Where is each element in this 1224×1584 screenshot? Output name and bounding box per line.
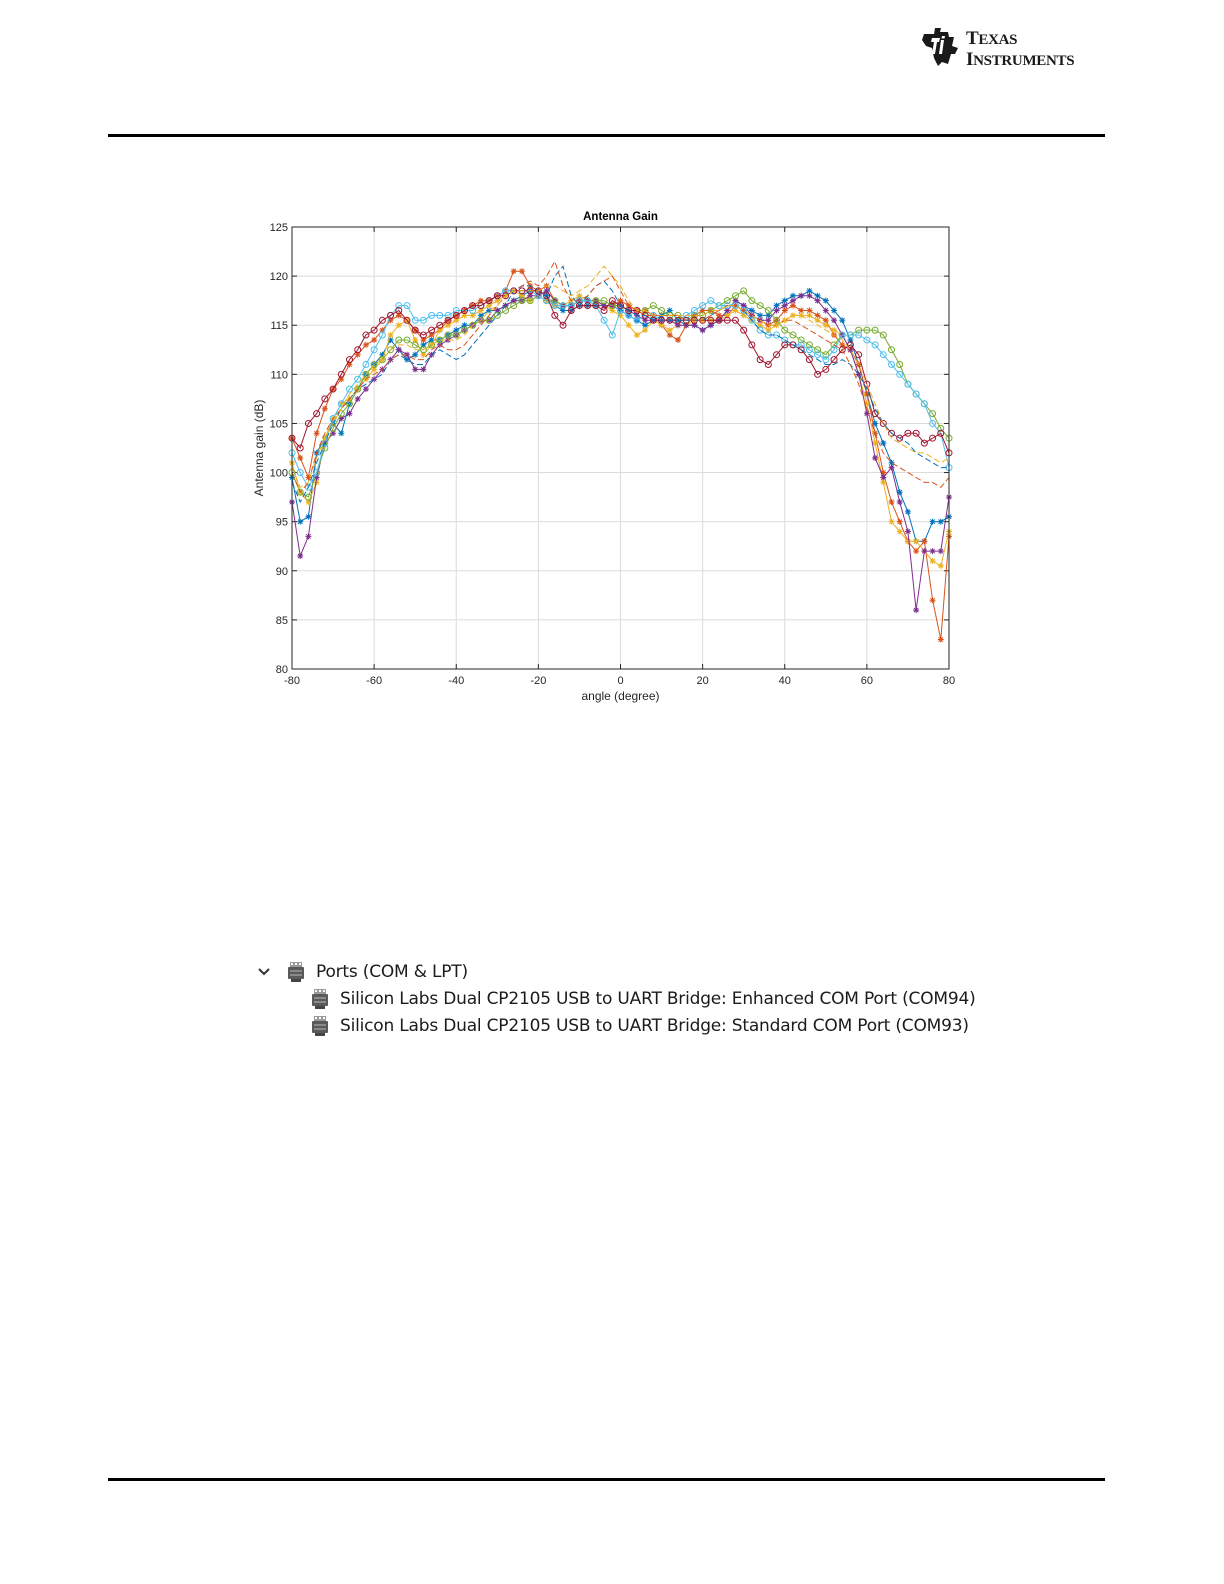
data-point <box>420 366 426 372</box>
data-point <box>921 538 927 544</box>
y-tick-label: 85 <box>275 614 288 627</box>
data-point <box>889 499 895 505</box>
ports-category-node[interactable] <box>254 959 468 985</box>
data-point <box>626 322 632 328</box>
data-point <box>905 538 911 544</box>
x-tick-label: 40 <box>778 675 791 687</box>
data-point <box>511 268 517 274</box>
data-point <box>889 465 895 471</box>
tree-item-label: Silicon Labs Dual CP2105 USB to UART Bridge: Enhanced COM Port (COM94) <box>340 989 976 1009</box>
data-point <box>930 597 936 603</box>
y-tick-label: 90 <box>275 565 288 578</box>
port-connector-icon <box>310 1015 330 1037</box>
x-tick-label: 60 <box>860 675 873 687</box>
tree-item-label: Silicon Labs Dual CP2105 USB to UART Bridge: Standard COM Port (COM93) <box>340 1016 969 1036</box>
brand-line2: INSTRUMENTS <box>966 49 1075 70</box>
data-point <box>823 298 829 304</box>
data-point <box>305 533 311 539</box>
x-tick-label: 0 <box>617 675 624 687</box>
data-point <box>921 548 927 554</box>
chart-svg <box>240 200 970 710</box>
ti-logo <box>918 24 1108 70</box>
x-tick-label: 80 <box>942 675 956 687</box>
data-point <box>675 337 681 343</box>
data-point <box>355 396 361 402</box>
data-point <box>831 317 837 323</box>
data-point <box>897 499 903 505</box>
data-point <box>774 307 780 313</box>
y-tick-label: 95 <box>275 516 288 529</box>
y-axis-label: Antenna gain (dB) <box>252 399 266 497</box>
data-point <box>338 430 344 436</box>
data-point <box>363 342 369 348</box>
data-point <box>297 519 303 525</box>
y-tick-label: 105 <box>269 418 288 431</box>
data-point <box>700 327 706 333</box>
data-point <box>765 317 771 323</box>
data-point <box>388 332 394 338</box>
device-manager-tree <box>250 958 976 1048</box>
data-point <box>938 548 944 554</box>
data-point <box>930 548 936 554</box>
data-point <box>823 322 829 328</box>
data-point <box>806 312 812 318</box>
data-point <box>823 307 829 313</box>
data-point <box>815 317 821 323</box>
chevron-down-icon[interactable] <box>254 962 274 982</box>
data-point <box>905 509 911 515</box>
data-point <box>831 327 837 333</box>
data-point <box>519 268 525 274</box>
data-point <box>790 298 796 304</box>
brand-line1: TEXAS <box>966 28 1018 49</box>
data-point <box>297 455 303 461</box>
data-point <box>905 528 911 534</box>
footer-rule <box>108 1478 1105 1481</box>
data-point <box>412 366 418 372</box>
data-point <box>371 376 377 382</box>
data-point <box>782 303 788 309</box>
y-tick-label: 110 <box>270 369 288 382</box>
data-point <box>880 440 886 446</box>
x-tick-label: -40 <box>448 675 465 687</box>
data-point <box>880 474 886 480</box>
tree-item-com94[interactable] <box>310 986 976 1012</box>
data-point <box>913 607 919 613</box>
data-point <box>930 558 936 564</box>
ti-state-logo-icon <box>918 24 962 68</box>
x-tick-label: -20 <box>530 675 547 687</box>
data-point <box>889 519 895 525</box>
port-connector-icon <box>310 988 330 1010</box>
data-point <box>314 430 320 436</box>
x-tick-label: 20 <box>696 675 709 687</box>
x-axis-label: angle (degree) <box>581 689 660 703</box>
data-point <box>839 317 845 323</box>
data-point <box>798 293 804 299</box>
data-point <box>815 298 821 304</box>
tree-item-com93[interactable] <box>310 1013 969 1039</box>
data-point <box>412 352 418 358</box>
y-tick-label: 100 <box>269 467 288 480</box>
data-point <box>806 293 812 299</box>
y-tick-label: 125 <box>269 222 288 234</box>
data-point <box>297 553 303 559</box>
data-point <box>897 528 903 534</box>
data-point <box>346 411 352 417</box>
x-tick-label: -60 <box>366 675 383 687</box>
data-point <box>913 538 919 544</box>
ti-wordmark <box>966 29 1074 71</box>
chart-title: Antenna Gain <box>583 211 658 223</box>
data-point <box>913 548 919 554</box>
port-connector-icon <box>286 961 306 983</box>
ports-category-label: Ports (COM & LPT) <box>316 962 468 982</box>
data-point <box>938 637 944 643</box>
data-point <box>371 337 377 343</box>
x-tick-label: -80 <box>284 675 300 687</box>
data-point <box>363 386 369 392</box>
y-tick-label: 120 <box>269 271 288 284</box>
header-rule <box>108 134 1105 137</box>
data-point <box>642 327 648 333</box>
data-point <box>938 563 944 569</box>
data-point <box>634 332 640 338</box>
data-point <box>897 519 903 525</box>
antenna-gain-chart <box>240 200 970 710</box>
y-tick-label: 115 <box>270 320 288 333</box>
data-point <box>396 322 402 328</box>
y-tick-label: 80 <box>275 664 288 676</box>
data-point <box>396 347 402 353</box>
data-point <box>831 307 837 313</box>
data-point <box>930 519 936 525</box>
data-point <box>322 406 328 412</box>
data-point <box>938 519 944 525</box>
data-point <box>872 455 878 461</box>
data-point <box>667 327 673 333</box>
